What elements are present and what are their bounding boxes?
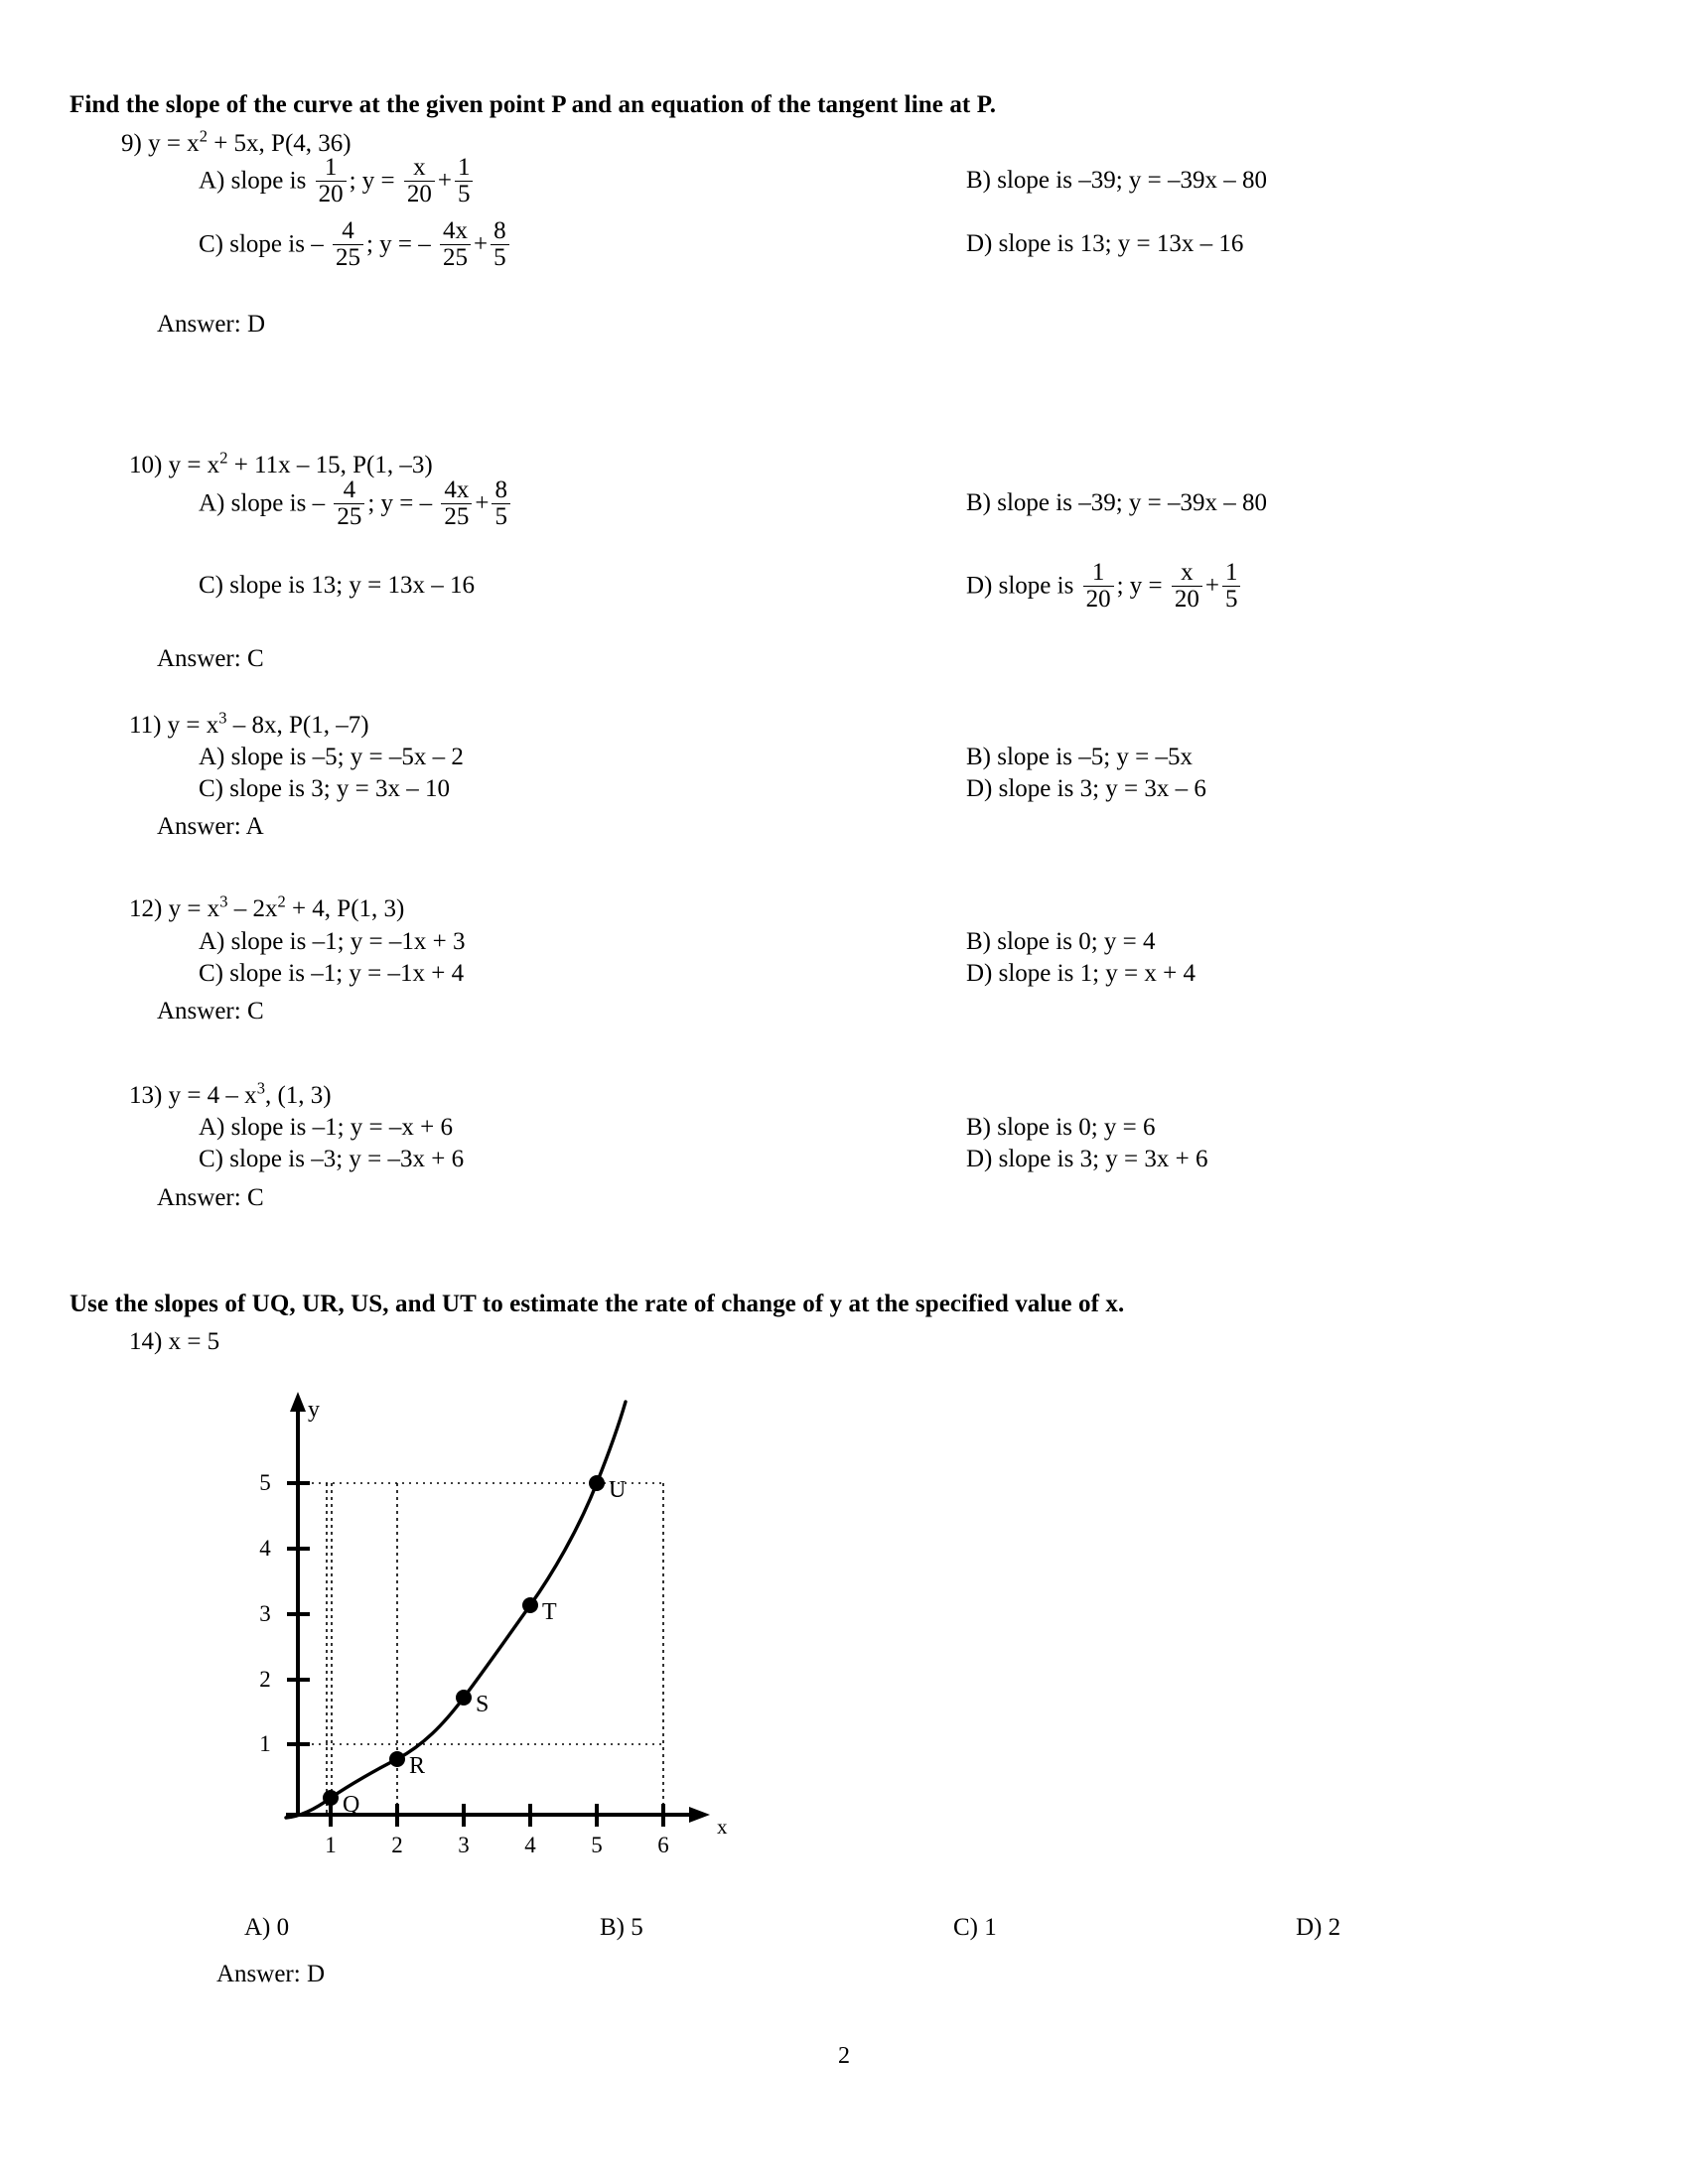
x-tick-label-3: 3 [458,1833,470,1857]
numerator: 1 [1091,559,1105,586]
point-label-S: S [476,1692,490,1717]
question-13-option-d[interactable]: D) slope is 3; y = 3x + 6 [966,1146,1208,1172]
numerator: 4 [342,217,354,244]
point-S [456,1690,472,1706]
point-label-R: R [409,1753,426,1779]
point-Q [323,1790,339,1806]
q10-option-d-fraction-2 [1172,560,1202,612]
question-9-exponent: 2 [199,126,208,146]
question-12-stem [129,891,405,923]
question-12-expression-mid: – 2x [227,895,278,922]
x-tick-label-1: 1 [325,1833,337,1857]
point-U [589,1475,605,1491]
q10-option-a-mid: ; y = – [367,489,439,517]
q9-option-c-plus: + [474,230,489,258]
curve-path [286,1402,626,1818]
q10-option-d-fraction-3 [1222,560,1241,612]
q9-option-c-fraction-1 [333,218,363,270]
y-tick-label-2: 2 [259,1667,271,1692]
question-13-expression-post: , (1, 3) [264,1082,332,1109]
question-14-option-c[interactable]: C) 1 [953,1914,997,1941]
numerator: 4 [343,477,356,503]
question-14-number: 14) [129,1328,163,1355]
graph-svg [228,1380,745,1856]
numerator: 4x [443,217,468,244]
question-14-option-b[interactable]: B) 5 [600,1914,643,1941]
denominator: 20 [1083,586,1114,613]
q10-option-d-plus: + [1204,572,1219,600]
q10-option-d-label: D) slope is [966,572,1080,600]
denominator: 5 [1222,586,1241,613]
y-axis-arrowhead [290,1392,306,1412]
numerator: 8 [493,217,506,244]
point-label-U: U [609,1477,627,1503]
numerator: 1 [324,154,338,181]
question-13-option-b[interactable]: B) slope is 0; y = 6 [966,1114,1156,1141]
question-13-answer: Answer: C [157,1184,264,1211]
q9-option-c-fraction-3 [491,218,509,270]
question-10-expression-pre: y = x [168,452,220,478]
numerator: x [1181,559,1194,586]
numerator: 1 [457,154,471,181]
question-11-option-c[interactable]: C) slope is 3; y = 3x – 10 [199,775,450,802]
question-13-expression-pre: y = 4 – x [168,1082,257,1109]
q10-option-a-fraction-1 [334,478,364,529]
section-heading-rate-of-change: Use the slopes of UQ, UR, US, and UT to estimate the rate of change of y at the specified value of x. [70,1291,1125,1317]
denominator: 25 [334,503,364,530]
question-9-expression-pre: y = x [148,130,200,157]
denominator: 20 [404,181,435,207]
question-9-number: 9) [121,130,142,157]
question-9-stem [121,126,352,158]
question-12-expression-pre: y = x [168,895,220,922]
question-10-option-a[interactable] [199,479,513,531]
point-R [389,1751,405,1767]
numerator: x [413,154,426,181]
q10-option-d-fraction-1 [1083,560,1114,612]
question-14-stem [129,1328,219,1356]
coordinate-graph-figure [228,1380,745,1856]
q10-option-a-fraction-3 [492,478,510,529]
denominator: 25 [440,244,471,271]
question-9-option-d[interactable]: D) slope is 13; y = 13x – 16 [966,230,1244,257]
question-11-option-a[interactable]: A) slope is –5; y = –5x – 2 [199,744,464,770]
denominator: 20 [1172,586,1202,613]
question-13-stem [129,1078,332,1110]
q10-option-a-label: A) slope is – [199,489,332,517]
denominator: 5 [455,181,474,207]
question-10-number: 10) [129,452,163,478]
point-T [522,1597,538,1613]
question-12-expression-post: + 4, P(1, 3) [285,895,405,922]
question-11-expression-post: – 8x, P(1, –7) [226,712,369,739]
y-axis-label: y [308,1397,320,1423]
q9-option-c-mid: ; y = – [365,230,437,258]
q10-option-d-mid: ; y = [1116,572,1169,600]
q9-option-a-label: A) slope is [199,167,313,195]
question-9-option-c[interactable] [199,217,512,272]
numerator: 4x [444,477,470,503]
q9-option-a-fraction-1 [316,155,347,206]
question-9-option-a[interactable] [199,154,476,208]
q10-option-a-fraction-2 [441,478,472,529]
y-tick-label-5: 5 [259,1470,271,1495]
q9-option-a-fraction-2 [404,155,435,206]
question-12-option-d[interactable]: D) slope is 1; y = x + 4 [966,960,1196,987]
denominator: 20 [316,181,347,207]
x-axis-label: x [717,1815,728,1839]
x-tick-label-5: 5 [591,1833,603,1857]
question-11-number: 11) [129,712,162,739]
question-9-expression-post: + 5x, P(4, 36) [207,130,352,157]
question-11-answer: Answer: A [157,813,264,840]
page-number: 2 [838,2043,850,2069]
numerator: 8 [494,477,507,503]
question-10-option-b[interactable]: B) slope is –39; y = –39x – 80 [966,489,1267,516]
x-tick-label-2: 2 [391,1833,403,1857]
question-13-number: 13) [129,1082,163,1109]
q9-option-a-mid: ; y = [349,167,401,195]
q9-option-c-fraction-2 [440,218,471,270]
question-12-number: 12) [129,895,163,922]
denominator: 25 [333,244,363,271]
question-11-stem [129,708,369,740]
q9-option-a-plus: + [437,167,452,195]
question-14-option-a[interactable]: A) 0 [244,1914,290,1941]
question-14-answer: Answer: D [216,1961,326,1987]
y-tick-label-3: 3 [259,1601,271,1626]
question-13-option-a[interactable]: A) slope is –1; y = –x + 6 [199,1114,453,1141]
question-10-option-d[interactable] [966,559,1243,614]
denominator: 5 [492,503,510,530]
question-10-exponent: 2 [219,448,228,468]
numerator: 1 [1224,559,1238,586]
point-label-Q: Q [343,1792,360,1818]
question-11-option-d[interactable]: D) slope is 3; y = 3x – 6 [966,775,1206,802]
question-13-option-c[interactable]: C) slope is –3; y = –3x + 6 [199,1146,465,1172]
question-14-expression: x = 5 [168,1328,220,1355]
x-tick-label-6: 6 [657,1833,669,1857]
question-12-option-b[interactable]: B) slope is 0; y = 4 [966,928,1156,955]
question-13-exponent: 3 [256,1078,265,1098]
question-9-answer: Answer: D [157,311,266,338]
x-axis-arrowhead [689,1807,710,1823]
question-12-option-a[interactable]: A) slope is –1; y = –1x + 3 [199,928,466,955]
question-12-answer: Answer: C [157,998,264,1024]
question-11-exponent: 3 [218,708,227,728]
question-14-option-d[interactable]: D) 2 [1296,1914,1341,1941]
question-10-option-c[interactable]: C) slope is 13; y = 13x – 16 [199,572,475,599]
question-10-expression-post: + 11x – 15, P(1, –3) [227,452,433,478]
question-10-stem [129,448,433,479]
question-9-option-b[interactable]: B) slope is –39; y = –39x – 80 [966,167,1267,194]
q9-option-c-label: C) slope is – [199,230,330,258]
point-label-T: T [542,1599,557,1625]
question-11-expression-pre: y = x [167,712,219,739]
question-12-exponent-1: 3 [219,891,228,911]
x-tick-label-4: 4 [524,1833,536,1857]
question-10-answer: Answer: C [157,645,264,672]
question-12-exponent-2: 2 [277,891,286,911]
question-12-option-c[interactable]: C) slope is –1; y = –1x + 4 [199,960,465,987]
q9-option-a-fraction-3 [455,155,474,206]
y-tick-label-1: 1 [259,1731,271,1756]
question-11-option-b[interactable]: B) slope is –5; y = –5x [966,744,1193,770]
y-tick-label-4: 4 [259,1536,271,1561]
section-heading-slope-tangent: Find the slope of the curve at the given point P and an equation of the tangent line at P. [70,91,997,118]
q10-option-a-plus: + [475,489,490,517]
denominator: 5 [491,244,509,271]
denominator: 25 [441,503,472,530]
